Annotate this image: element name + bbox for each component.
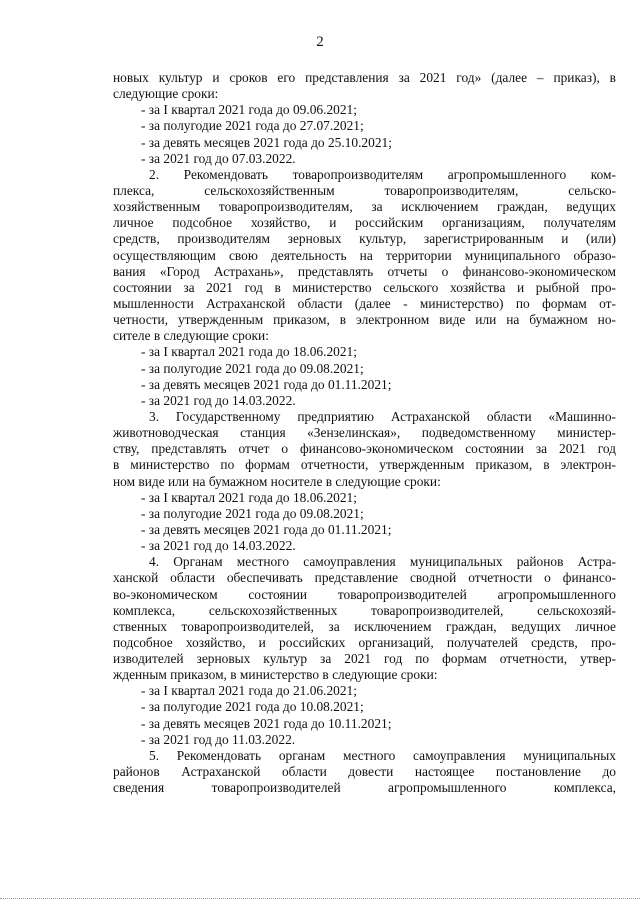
text-line: животноводческая станция «Зензелинская», подведомственному министер- <box>113 425 616 441</box>
text-line: - за 2021 год до 14.03.2022. <box>141 392 296 408</box>
text-line: - за I квартал 2021 года до 21.06.2021; <box>141 683 357 699</box>
text-line: 5. Рекомендовать органам местного самоуправления муниципальных <box>149 747 616 763</box>
text-line: ханской области обеспечивать представление сводной отчетности о финансо- <box>113 570 616 586</box>
text-line: - за 2021 год до 14.03.2022. <box>141 538 296 554</box>
text-line: 2. Рекомендовать товаропроизводителям агропромышленного ком- <box>149 166 616 182</box>
text-line: хозяйственным товаропроизводителям, за исключением граждан, ведущих <box>113 199 616 215</box>
document-body <box>113 70 616 796</box>
text-line: четности, утвержденным приказом, в электронном виде или на бумажном но- <box>113 312 616 328</box>
text-line: - за полугодие 2021 года до 27.07.2021; <box>141 118 364 134</box>
text-line: - за 2021 год до 07.03.2022. <box>141 150 296 166</box>
text-line: районов Астраханской области довести настоящее постановление до <box>113 764 616 780</box>
text-line: осуществляющим свою деятельность на территории муниципального образо- <box>113 247 616 263</box>
text-line: плекса, сельскохозяйственным товаропроизводителям, сельско- <box>113 182 616 198</box>
text-line: мышленности Астраханской области (далее - министерство) по формам от- <box>113 295 616 311</box>
text-line: во-экономическом состоянии товаропроизводителей агропромышленного <box>113 586 616 602</box>
text-line: - за девять месяцев 2021 года до 01.11.2021; <box>141 521 392 537</box>
text-line: - за девять месяцев 2021 года до 01.11.2021; <box>141 376 392 392</box>
text-line: - за 2021 год до 11.03.2022. <box>141 731 296 747</box>
text-line: ственных товаропроизводителей, за исключением граждан, ведущих личное <box>113 618 616 634</box>
text-line: вания «Город Астрахань», представлять отчеты о финансово-экономическом <box>113 263 616 279</box>
text-line: средств, производителям зерновых культур, зарегистрированным и (или) <box>113 231 616 247</box>
text-line: - за I квартал 2021 года до 09.06.2021; <box>141 102 357 118</box>
text-line: личное подсобное хозяйство, и российским организациям, получателям <box>113 215 616 231</box>
page-number: 2 <box>316 34 324 50</box>
text-line: состоянии за 2021 год в министерство сельского хозяйства и рыбной про- <box>113 279 616 295</box>
text-line: - за девять месяцев 2021 года до 25.10.2021; <box>141 134 392 150</box>
text-line: - за полугодие 2021 года до 09.08.2021; <box>141 360 364 376</box>
text-line: в министерство по формам отчетности, утвержденным приказом, в электрон- <box>113 457 616 473</box>
text-line: - за полугодие 2021 года до 10.08.2021; <box>141 699 364 715</box>
text-line: подсобное хозяйство, и российских организаций, получателей средств, про- <box>113 634 616 650</box>
text-line: жденным приказом, в министерство в следующие сроки: <box>113 667 438 683</box>
text-line: сителе в следующие сроки: <box>113 328 269 344</box>
text-line: - за I квартал 2021 года до 18.06.2021; <box>141 344 357 360</box>
text-line: - за полугодие 2021 года до 09.08.2021; <box>141 505 364 521</box>
scan-edge-line <box>0 898 640 899</box>
text-line: новых культур и сроков его представления за 2021 год» (далее – приказ), в <box>113 70 616 85</box>
text-line: 4. Органам местного самоуправления муниципальных районов Астра- <box>149 554 616 570</box>
text-line: ном виде или на бумажном носителе в следующие сроки: <box>113 473 441 489</box>
text-line: комплекса, сельскохозяйственных товаропроизводителей, сельскохозяй- <box>113 602 616 618</box>
text-line: - за девять месяцев 2021 года до 10.11.2021; <box>141 715 392 731</box>
text-line: следующие сроки: <box>113 86 219 102</box>
text-line: - за I квартал 2021 года до 18.06.2021; <box>141 489 357 505</box>
text-line: 3. Государственному предприятию Астраханской области «Машинно- <box>149 408 616 424</box>
text-line: изводителей зерновых культур за 2021 год по формам отчетности, утвер- <box>113 651 616 667</box>
text-line: сведения товаропроизводителей агропромышленного комплекса, <box>113 780 616 796</box>
text-line: ству, представлять отчет о финансово-экономическом состоянии за 2021 год <box>113 441 616 457</box>
